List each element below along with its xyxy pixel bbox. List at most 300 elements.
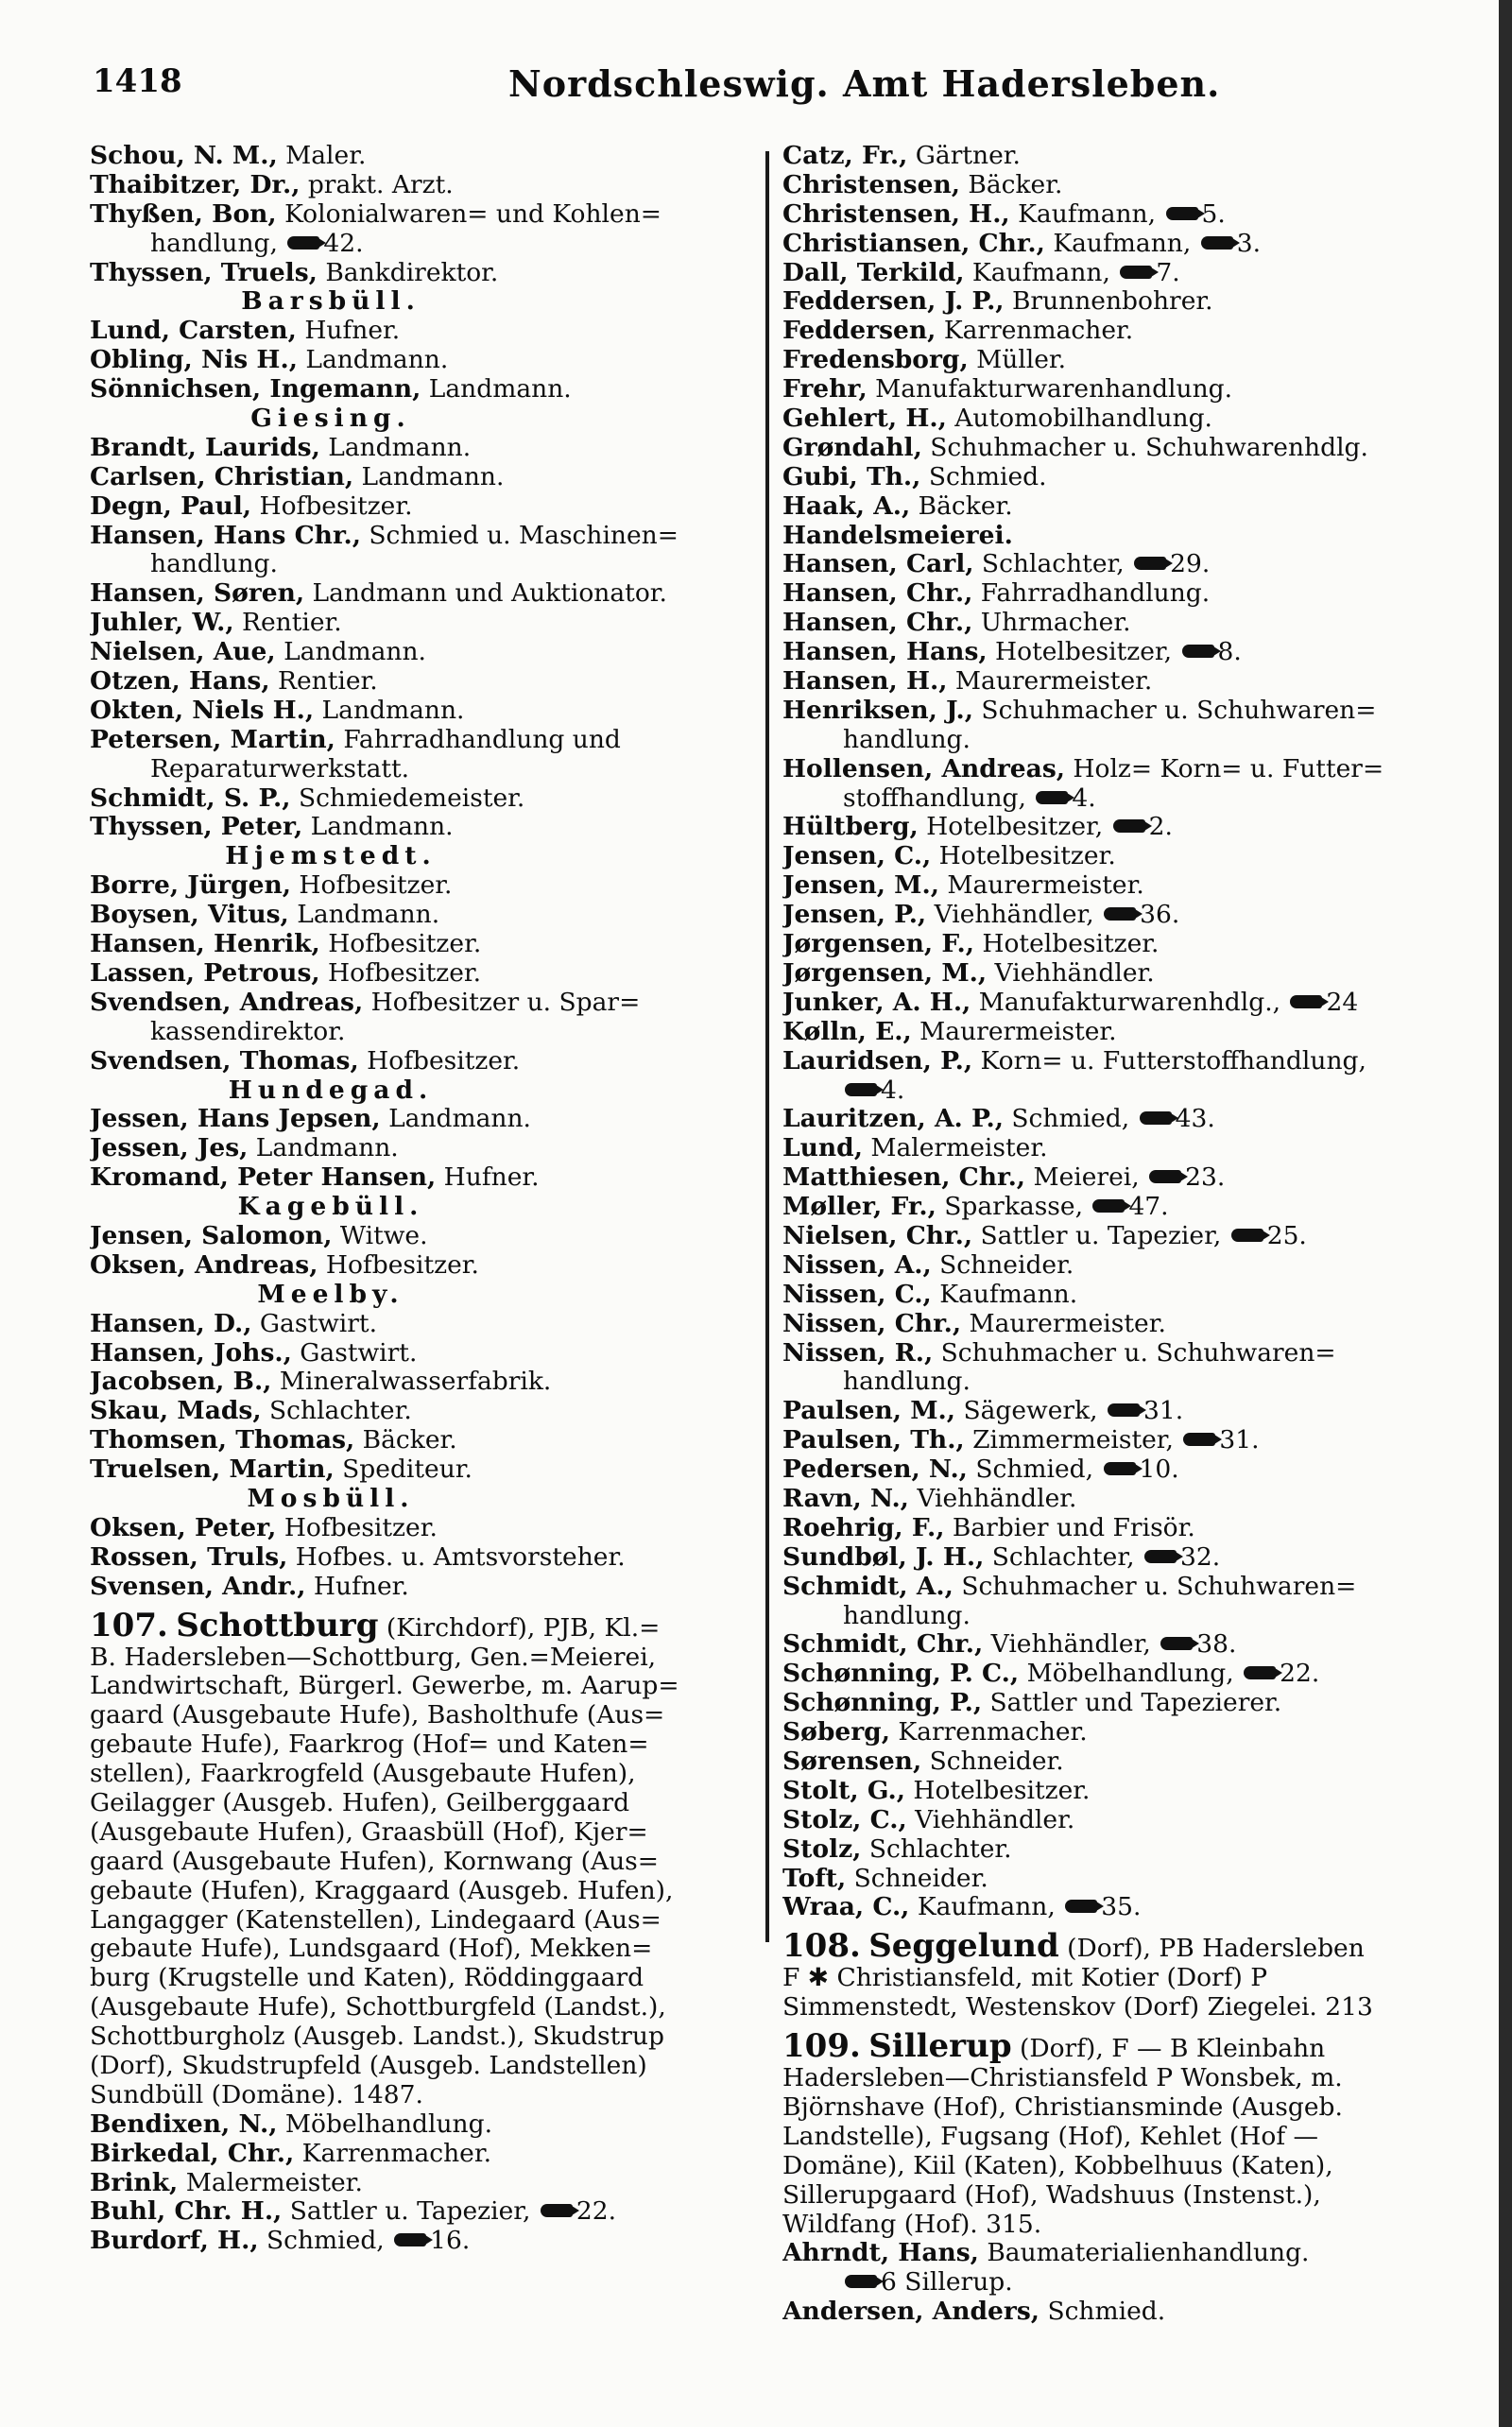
telephone-icon [1065,1900,1097,1913]
entry-name: Jørgensen, M., [782,958,988,988]
directory-entry [782,842,1444,871]
entry-name: Christensen, [782,170,960,199]
section-text-line: B. Hadersleben—Schottburg, Gen.=Meierei, [90,1643,657,1672]
entry-occupation: Bäcker. [959,170,1063,199]
entry-occupation: Meierei, [1025,1163,1140,1193]
entry-occupation: Maurermeister. [961,1309,1166,1338]
entry-occupation: Sägewerk, [955,1397,1098,1426]
entry-occupation: Sattler u. Tapezier, [282,2197,531,2227]
directory-entry [90,2110,780,2140]
entry-name: Wraa, C., [782,1893,910,1922]
entry-name: Dall, Terkild, [782,258,965,287]
directory-entry [782,1747,1444,1777]
directory-entry [782,1543,1444,1573]
entry-name: Svensen, Andr., [90,1572,306,1601]
directory-entry [782,287,1444,317]
directory-entry [90,142,780,171]
page-edge-shadow [1499,0,1512,2427]
entry-name: Lund, [782,1134,863,1163]
entry-name: Birkedal, Chr., [90,2139,295,2168]
entry-name: Gehlert, H., [782,404,947,434]
entry-name: Stolt, G., [782,1776,905,1805]
phone-number: 23. [1185,1163,1226,1193]
directory-entry [90,579,780,609]
entry-occupation: Baumaterialienhandlung. [978,2239,1310,2268]
telephone-icon [394,2233,426,2246]
entry-occupation: Landmann und Auktionator. [304,579,667,609]
section-name: Schottburg [176,1607,379,1644]
entry-occupation: Kaufmann, [1009,199,1157,229]
telephone-icon [1104,907,1136,921]
entry-occupation: Brunnenbohrer. [1004,287,1213,317]
entry-name: Junker, A. H., [782,988,971,1017]
entry-name: Jensen, M., [782,871,939,901]
entry-occupation: Schuhmacher u. Schuhwaren= [973,696,1377,725]
directory-entry [782,404,1444,434]
directory-entry [90,726,780,755]
entry-occupation: Hofbes. u. Amtsvorsteher. [287,1542,626,1572]
entry-occupation: Hotelbesitzer. [931,842,1116,871]
entry-occupation: Hufner. [305,1572,409,1601]
directory-entry [782,1426,1444,1455]
phone-number: 31. [1143,1397,1184,1426]
entry-occupation: Sattler und Tapezierer. [982,1689,1282,1718]
directory-entry [782,1339,1444,1368]
directory-entry [782,1222,1444,1251]
directory-entry [90,959,780,989]
entry-occupation: Bankdirektor. [317,258,499,287]
entry-name: Lauridsen, P., [782,1046,973,1076]
place-heading: Barsbüll. [241,287,421,317]
entry-occupation: handlung. [150,550,278,579]
right-column [782,142,1444,2327]
entry-occupation: Müller. [968,346,1067,375]
directory-entry [90,638,780,667]
entry-occupation: handlung, [150,229,278,258]
section-text: (Kirchdorf), PJB, Kl.= [378,1612,661,1643]
section-text-line: (Ausgebaute Hufe), Schottburgfeld (Landst.), [90,1993,666,2022]
entry-occupation: Automobilhandlung. [946,404,1212,434]
section-text: (Dorf), PB Hadersleben [1058,1934,1365,1964]
phone-number: 43. [1175,1105,1215,1134]
entry-continuation [90,1018,780,1047]
entry-name: Thomsen, Thomas, [90,1426,355,1455]
phone-number: 47. [1128,1193,1169,1222]
entry-name: Hansen, D., [90,1309,252,1338]
directory-entry [782,638,1444,667]
entry-name: Hansen, Johs., [90,1338,292,1368]
section-number: 107. [90,1607,168,1644]
directory-entry [782,871,1444,901]
directory-entry [782,550,1444,579]
section-text-line: (Dorf), Skudstrupfeld (Ausgeb. Landstellen) [90,2052,647,2080]
entry-name: Thyssen, Peter, [90,813,303,842]
entry-occupation: Hufner. [296,317,401,346]
section-text-line: Hadersleben—Christiansfeld P Wonsbek, m. [782,2064,1343,2093]
section-text-line: gaard (Ausgebaute Hufen), Kornwang (Aus= [90,1847,659,1876]
entry-name: Nielsen, Chr., [782,1221,973,1250]
entry-occupation: Manufakturwarenhdlg., [971,988,1281,1017]
directory-entry [782,1455,1444,1485]
entry-name: Jensen, Salomon, [90,1221,333,1250]
entry-name: Nissen, R., [782,1338,934,1368]
entry-occupation: Kaufmann, [1044,229,1192,258]
entry-name: Nielsen, Aue, [90,638,276,667]
directory-entry [782,813,1444,842]
directory-entry [782,346,1444,375]
directory-entry [90,1134,780,1163]
directory-entry [782,989,1444,1018]
entry-name: Schønning, P., [782,1689,983,1718]
phone-number: 32. [1179,1542,1221,1572]
entry-name: Fredensborg, [782,346,969,375]
entry-name: Thyssen, Truels, [90,258,318,287]
entry-occupation: Reparaturwerkstatt. [150,754,410,783]
entry-occupation: Schlachter, [973,550,1125,579]
entry-name: Obling, Nis H., [90,346,298,375]
entry-name: Hansen, Hans Chr., [90,521,361,550]
phone-number: 22. [1280,1660,1320,1689]
entry-name: Schmidt, S. P., [90,783,291,813]
entry-occupation: Uhrmacher. [972,609,1131,638]
entry-name: Paulsen, M., [782,1397,956,1426]
entry-occupation: Karrenmacher. [294,2139,492,2168]
entry-name: Paulsen, Th., [782,1426,965,1455]
telephone-icon [1120,266,1152,279]
section-text-line: Geilagger (Ausgeb. Hufen), Geilberggaard [90,1788,630,1817]
directory-entry [782,1310,1444,1339]
entry-name: Skau, Mads, [90,1397,262,1426]
entry-continuation [782,784,1444,814]
entry-continuation [90,230,780,259]
entry-name: Stolz, C., [782,1805,907,1834]
telephone-icon [287,236,319,250]
entry-name: Lund, Carsten, [90,317,297,346]
entry-occupation: Landmann. [353,462,505,491]
entry-occupation: Landmann. [275,638,426,667]
entry-occupation: handlung. [843,725,971,754]
entry-name: Pedersen, N., [782,1455,968,1485]
directory-entry [90,171,780,200]
directory-entry [90,1514,780,1543]
directory-entry [90,259,780,288]
directory-entry [782,1835,1444,1865]
telephone-icon [1231,1229,1263,1242]
directory-entry [90,871,780,901]
entry-name: Jessen, Jes, [90,1134,249,1163]
directory-entry [90,901,780,930]
directory-entry [782,492,1444,522]
page-header [93,62,1474,119]
directory-entry [90,1105,780,1134]
directory-entry [782,755,1444,784]
directory-entry [90,1543,780,1573]
telephone-icon [1149,1170,1181,1183]
directory-entry [782,1777,1444,1806]
entry-name: Roehrig, F., [782,1513,945,1542]
entry-occupation: stoffhandlung, [843,783,1026,813]
place-heading: Mosbüll. [247,1484,415,1513]
directory-entry [90,697,780,726]
entry-occupation: Hofbesitzer. [276,1513,438,1542]
entry-occupation: Kaufmann, [964,258,1110,287]
entry-occupation: Kaufmann, [909,1893,1056,1922]
directory-entry [782,142,1444,171]
section-text-line: Björnshave (Hof), Christiansminde (Ausgeb. [782,2093,1343,2122]
entry-occupation: Rentier. [269,667,378,697]
phone-number: 8. [1217,638,1242,667]
place-heading: Kagebüll. [237,1193,424,1222]
entry-name: Gubi, Th., [782,462,921,491]
entry-occupation: Karrenmacher. [936,317,1134,346]
entry-name: Svendsen, Andreas, [90,988,364,1017]
directory-entry [782,959,1444,989]
directory-entry [782,697,1444,726]
entry-occupation: Korn= u. Futterstoffhandlung, [972,1046,1366,1076]
directory-entry [90,2227,780,2256]
place-heading: Meelby. [257,1280,404,1309]
telephone-icon [1144,1550,1177,1563]
entry-occupation: Karrenmacher. [889,1718,1088,1747]
entry-occupation: Hofbesitzer. [318,1250,479,1280]
entry-occupation: kassendirektor. [150,1017,346,1046]
entry-name: Jørgensen, F., [782,930,974,959]
entry-name: Oksen, Andreas, [90,1250,318,1280]
entry-name: Matthiesen, Chr., [782,1163,1026,1193]
directory-entry [782,2239,1444,2268]
entry-name: Buhl, Chr. H., [90,2197,283,2227]
entry-name: Lauritzen, A. P., [782,1105,1004,1134]
entry-name: Schou, N. M., [90,142,278,170]
entry-occupation: Landmann. [314,696,465,725]
telephone-icon [845,2275,877,2288]
entry-occupation: Landmann. [288,901,440,930]
telephone-icon [1108,1403,1140,1417]
entry-occupation: Schneider. [921,1747,1064,1776]
entry-occupation: Landmann. [380,1105,531,1134]
directory-entry [782,1660,1444,1689]
entry-occupation: Hufner. [436,1163,540,1193]
entry-name: Sönnichsen, Ingemann, [90,375,421,404]
phone-number: 24 [1326,988,1359,1017]
entry-name: Handelsmeierei. [782,521,1013,550]
directory-entry [90,1222,780,1251]
directory-entry [782,1163,1444,1193]
entry-name: Hansen, Søren, [90,579,305,609]
directory-entry [90,1426,780,1455]
phone-number: 10. [1139,1455,1179,1485]
entry-name: Hansen, Chr., [782,579,973,609]
directory-entry [782,230,1444,259]
entry-name: Schmidt, Chr., [782,1630,984,1660]
entry-continuation [782,1368,1444,1397]
phone-number: 35. [1101,1893,1142,1922]
phone-number: 7. [1156,258,1180,287]
entry-name: Hansen, Henrik, [90,930,320,959]
entry-occupation: Schmiedemeister. [290,783,525,813]
entry-occupation: Sattler u. Tapezier, [972,1221,1222,1250]
phone-number: 29. [1170,550,1211,579]
directory-entry [90,1573,780,1602]
entry-occupation: Maurermeister. [911,1017,1117,1046]
directory-entry [90,463,780,492]
entry-occupation: Schmied u. Maschinen= [360,521,679,550]
section-number: 108. [782,1928,861,1965]
phone-number: 25. [1266,1221,1307,1250]
entry-name: Toft, [782,1864,847,1893]
telephone-icon [1113,819,1145,833]
entry-continuation [782,726,1444,755]
entry-name: Hollensen, Andreas, [782,754,1065,783]
entry-name: Otzen, Hans, [90,667,270,697]
directory-entry [90,1047,780,1076]
entry-name: Oksen, Peter, [90,1513,277,1542]
directory-entry [782,1047,1444,1076]
directory-entry [90,375,780,404]
directory-entry [90,1455,780,1485]
entry-occupation: Hofbesitzer. [358,1046,521,1076]
section-text-line: gaard (Ausgebaute Hufe), Basholthufe (Aus= [90,1701,665,1730]
entry-occupation: Manufakturwarenhandlung. [867,375,1233,404]
section-name: Seggelund [868,1928,1059,1965]
entry-occupation: Viehhändler. [987,958,1155,988]
entry-name: Ravn, N., [782,1484,909,1513]
directory-entry [782,317,1444,346]
directory-entry [782,579,1444,609]
entry-occupation: handlung. [843,1368,971,1397]
section-text-line: gebaute Hufe), Lundsgaard (Hof), Mekken= [90,1935,653,1964]
section-text: (Dorf), F — B Kleinbahn [1011,2034,1326,2064]
entry-name: Okten, Niels H., [90,696,315,725]
entry-name: Henriksen, J., [782,696,973,725]
telephone-icon [1182,645,1214,658]
telephone-icon [1160,1637,1193,1650]
section-text-line: Landwirtschaft, Bürgerl. Gewerbe, m. Aarup= [90,1672,679,1701]
entry-occupation: Hotelbesitzer. [904,1776,1091,1805]
entry-occupation: Schuhmacher u. Schuhwaren= [953,1572,1357,1601]
entry-name: Thyßen, Bon, [90,199,277,229]
entry-occupation: Sparkasse, [936,1193,1083,1222]
entry-name: Juhler, W., [90,609,234,638]
phone-number: 6 Sillerup. [881,2268,1013,2298]
entry-occupation: Viehhändler. [906,1805,1075,1834]
phone-number: 5. [1201,199,1226,229]
entry-occupation: Schneider. [931,1250,1074,1280]
directory-entry [782,434,1444,463]
entry-occupation: Gärtner. [907,142,1021,170]
directory-entry [782,2298,1444,2327]
directory-entry [782,930,1444,959]
entry-name: Truelsen, Martin, [90,1455,335,1485]
entry-name: Christensen, H., [782,199,1010,229]
section-heading [90,1608,780,1644]
entry-occupation: Landmann. [297,346,449,375]
directory-entry [782,463,1444,492]
telephone-icon [1290,995,1322,1008]
section-text-line: (Ausgebaute Hufen), Graasbüll (Hof), Kjer= [90,1817,648,1847]
directory-entry [782,1718,1444,1747]
section-name: Sillerup [868,2028,1012,2065]
entry-occupation: Schmied, [1003,1105,1130,1134]
entry-occupation: Landmann. [421,375,572,404]
entry-occupation: Bäcker. [910,491,1013,521]
section-number: 109. [782,2028,861,2065]
entry-occupation: Rentier. [233,609,342,638]
entry-name: Sundbøl, J. H., [782,1542,985,1572]
entry-occupation: Maurermeister. [947,667,1153,697]
entry-occupation: Holz= Korn= u. Futter= [1064,754,1384,783]
directory-entry [782,1397,1444,1426]
entry-occupation: Schuhmacher u. Schuhwarenhdlg. [921,433,1368,462]
page-title: Nordschleswig. Amt Hadersleben. [508,62,1221,105]
entry-name: Søberg, [782,1718,890,1747]
entry-name: Grøndahl, [782,433,922,462]
section-text-line: Langagger (Katenstellen), Lindegaard (Aus= [90,1905,662,1935]
directory-entry [782,1573,1444,1602]
entry-occupation: Hofbesitzer. [319,958,482,988]
telephone-icon [1104,1462,1136,1475]
directory-entry [90,2197,780,2227]
entry-continuation [90,755,780,784]
section-text-line: stellen), Faarkrogfeld (Ausgebaute Hufen), [90,1760,636,1789]
section-text-line: Schottburgholz (Ausgeb. Landst.), Skudstrup [90,2022,664,2052]
entry-name: Møller, Fr., [782,1193,936,1222]
directory-entry [782,1893,1444,1922]
directory-entry [782,1514,1444,1543]
directory-entry [90,522,780,551]
section-text-line: Landstelle), Fugsang (Hof), Kehlet (Hof — [782,2122,1319,2151]
phone-number: 16. [430,2227,471,2256]
entry-occupation: Fahrradhandlung. [972,579,1211,609]
entry-occupation: Hotelbesitzer, [918,813,1104,842]
entry-name: Hansen, Carl, [782,550,974,579]
entry-occupation: Hotelbesitzer. [973,930,1160,959]
entry-occupation: Schmied. [1040,2298,1166,2327]
entry-occupation: Fahrradhandlung und [335,725,621,754]
entry-name: Feddersen, J. P., [782,287,1005,317]
entry-occupation: Witwe. [332,1221,428,1250]
entry-name: Boysen, Vitus, [90,901,289,930]
entry-occupation: Schuhmacher u. Schuhwaren= [933,1338,1336,1368]
directory-entry [90,2169,780,2198]
entry-name: Jessen, Hans Jepsen, [90,1105,381,1134]
directory-entry [782,1105,1444,1134]
entry-occupation: Zimmermeister, [964,1426,1174,1455]
page-number: 1418 [93,62,182,100]
entry-occupation: Hofbesitzer. [290,871,453,901]
entry-occupation: Schlachter, [984,1542,1135,1572]
entry-name: Kromand, Peter Hansen, [90,1163,437,1193]
directory-entry [782,1689,1444,1718]
entry-name: Burdorf, H., [90,2227,259,2256]
entry-continuation [90,550,780,579]
entry-occupation: Schmied, [258,2227,385,2256]
directory-entry [90,1397,780,1426]
directory-entry [90,434,780,463]
entry-occupation: Kolonialwaren= und Kohlen= [276,199,662,229]
entry-occupation: prakt. Arzt. [300,170,454,199]
entry-name: Hansen, H., [782,667,948,697]
entry-occupation: Schmied. [920,462,1047,491]
entry-name: Haak, A., [782,491,911,521]
telephone-icon [541,2204,573,2217]
entry-occupation: Landmann. [302,813,454,842]
section-text-line: Sundbüll (Domäne). 1487. [90,2080,423,2109]
entry-name: Hansen, Hans, [782,638,988,667]
directory-entry [90,492,780,522]
entry-occupation: Gastwirt. [251,1309,378,1338]
directory-entry [782,1806,1444,1835]
